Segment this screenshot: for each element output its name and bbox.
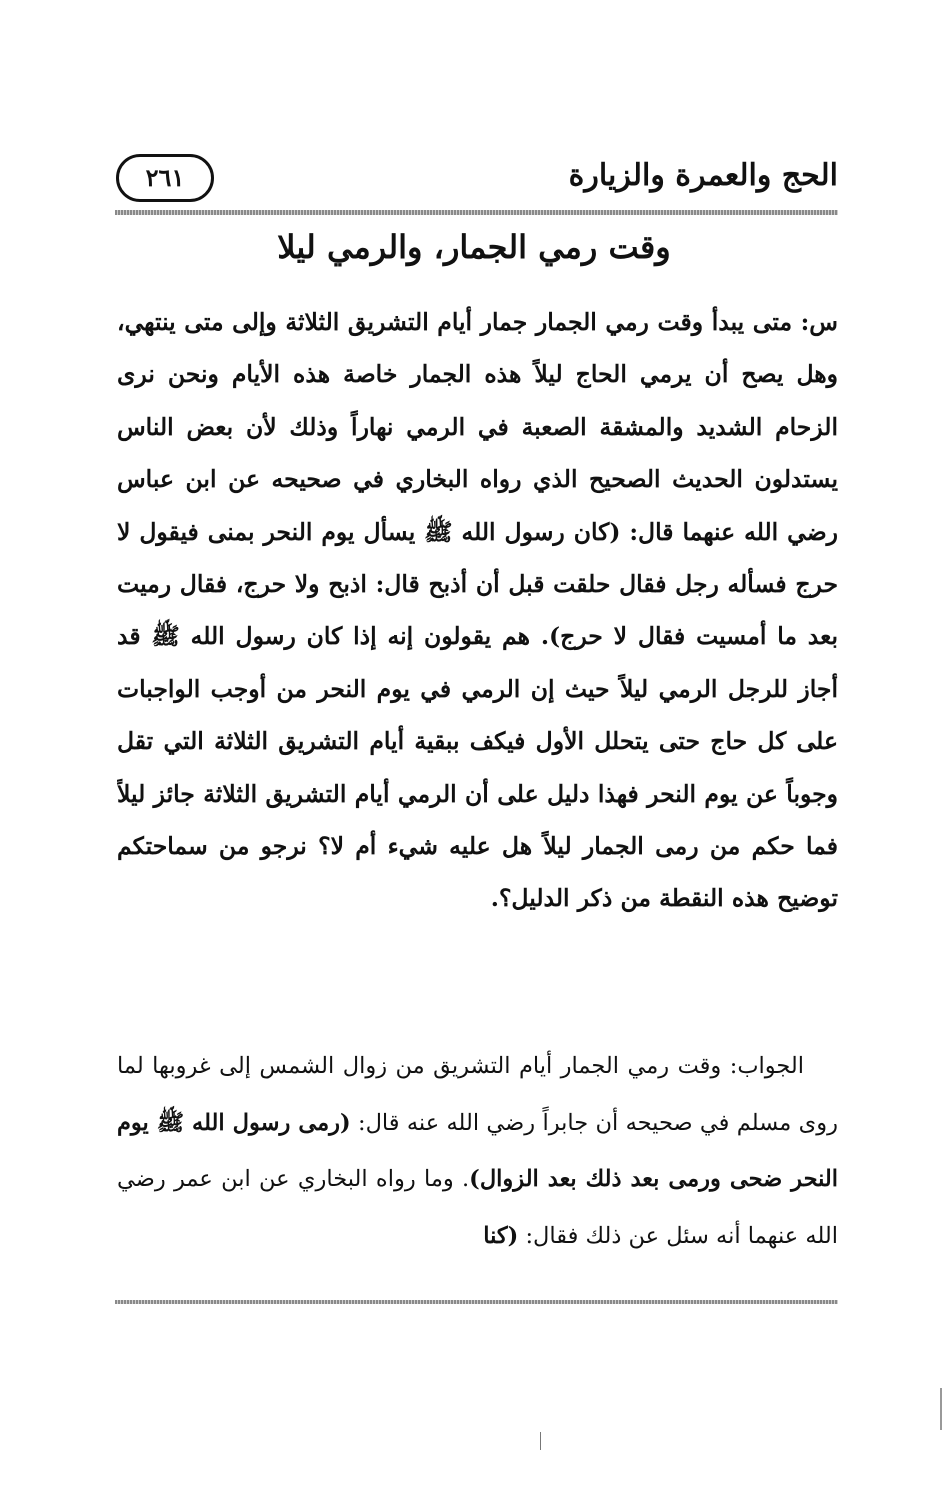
answer-text-continued: . وما رواه البخاري عن ابن عمر رضي الله عنهما أنه سئل عن ذلك فقال:: [117, 1166, 838, 1249]
scan-edge-mark: [940, 1388, 942, 1430]
header-rule: [115, 210, 838, 215]
answer-text: الجواب: وقت رمي الجمار أيام التشريق من زوال الشمس إلى غروبها لما روى مسلم في صحيحه أن جابراً رضي الله عنه قال:: [117, 1053, 838, 1136]
quote-start: (كنا: [483, 1222, 519, 1249]
question-paragraph: س: متى يبدأ وقت رمي الجمار جمار أيام التشريق الثلاثة وإلى متى ينتهي، وهل يصح أن يرمي الحاج ليلاً هذه الجمار خاصة هذه الأيام ونحن نرى الزحام الشديد والمشقة الصعبة في الرمي نهاراً وذلك لأن بعض الناس يستدلون الحديث الصحيح الذي رواه البخاري في صحيحه عن ابن عباس رضي الله عنهما قال: (كان رسول الله ﷺ يسأل يوم النحر بمنى فيقول لا حرج فسأله رجل فقال حلقت قبل أن أذبح قال: اذبح ولا حرج، فقال رميت بعد ما أمسيت فقال لا حرج). هم يقولون إنه إذا كان رسول الله ﷺ قد أجاز للرجل الرمي ليلاً حيث إن الرمي في يوم النحر من أوجب الواجبات على كل حاج حتى يتحلل الأول فيكف ببقية أيام التشريق الثلاثة التي تقل وجوباً عن يوم النحر فهذا دليل على أن الرمي أيام التشريق الثلاثة جائز ليلاً فما حكم من رمى الجمار ليلاً هل عليه شيء أم لا؟ نرجو من سماحتكم توضيح هذه النقطة من ذكر الدليل؟.: [117, 308, 838, 913]
answer-paragraph: [117, 1038, 838, 1278]
page-header: [110, 150, 838, 212]
page-number: ٢٦١: [116, 154, 214, 202]
footer-rule: [115, 1300, 838, 1304]
section-title: وقت رمي الجمار، والرمي ليلا: [277, 228, 671, 266]
scan-mark: [540, 1432, 541, 1450]
hadith-quote: (رمى رسول الله ﷺ يوم النحر ضحى ورمى بعد ذلك بعد الزوال): [117, 1109, 838, 1192]
running-title: الحج والعمرة والزيارة: [568, 158, 838, 193]
